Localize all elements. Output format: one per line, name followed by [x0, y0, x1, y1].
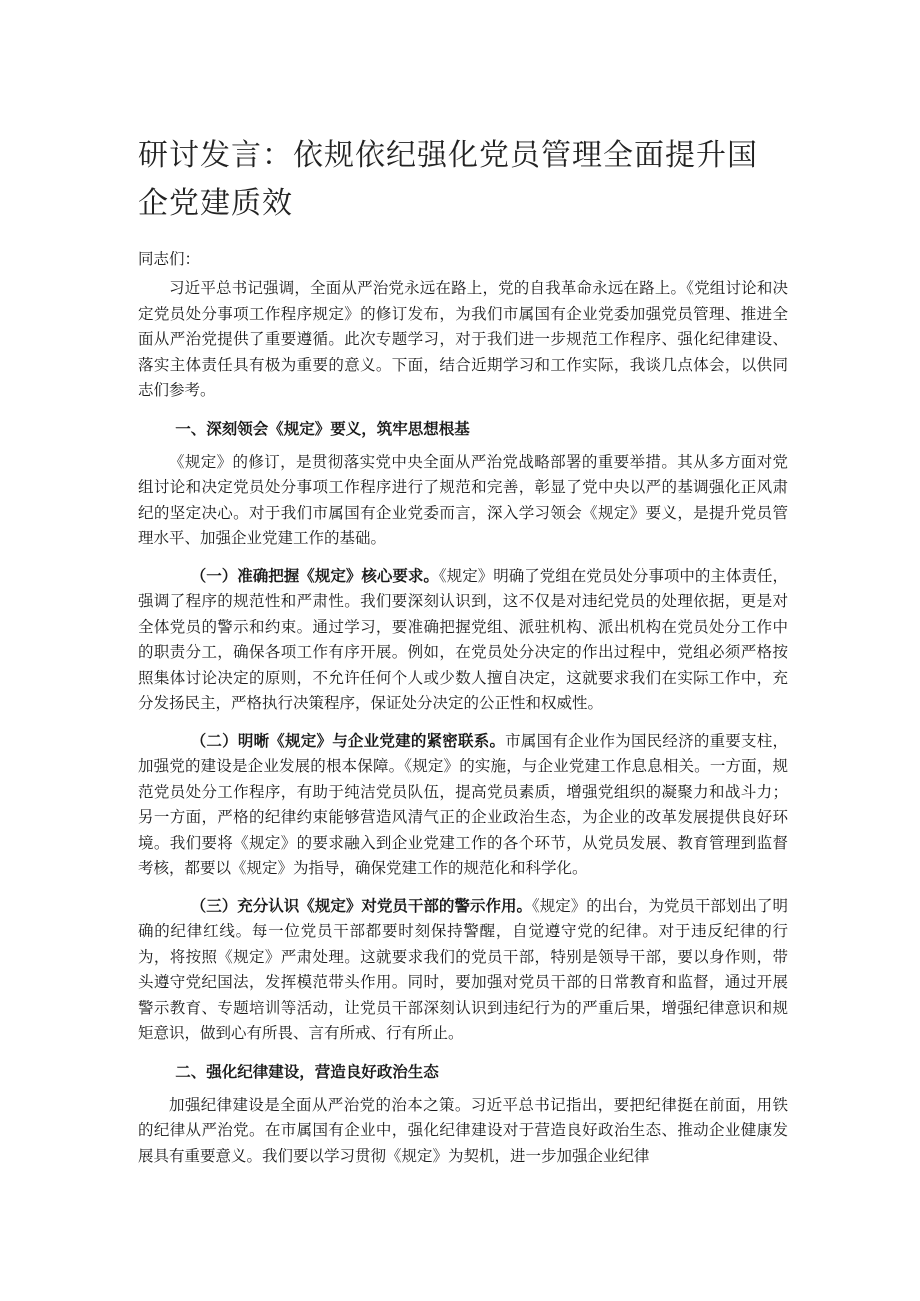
subsection-1-1-heading: （一）准确把握《规定》核心要求。 — [190, 566, 439, 585]
subsection-1-2 — [138, 729, 788, 882]
intro-paragraph: 习近平总书记强调，全面从严治党永远在路上，党的自我革命永远在路上。《党组讨论和决定党员处分事项工作程序规定》的修订发布，为我们市属国有企业党委加强党员管理、推进全面从严治党提供了重要遵循。此次专题学习，对于我们进一步规范工作程序、强化纪律建设、落实主体责任具有极为重要的意义。下面，结合近期学习和工作实际，我谈几点体会，以供同志们参考。 — [138, 279, 788, 399]
salutation: 同志们： — [138, 250, 201, 268]
document-page — [138, 0, 788, 1169]
subsection-1-2-heading: （二）明晰《规定》与企业党建的紧密联系。 — [190, 731, 506, 750]
subsection-1-1 — [138, 564, 788, 717]
section-2-body: 加强纪律建设是全面从严治党的治本之策。习近平总书记指出，要把纪律挺在前面，用铁的纪律从严治党。在市属国有企业中，强化纪律建设对于营造良好政治生态、推动企业健康发展具有重要意义。我们要以学习贯彻《规定》为契机，进一步加强企业纪律 — [138, 1095, 788, 1165]
page-title: 研讨发言：依规依纪强化党员管理全面提升国企党建质效 — [138, 138, 758, 221]
subsection-1-3-body: 《规定》的出台，为党员干部划出了明确的纪律红线。每一位党员干部都要时刻保持警醒，自觉遵守党的纪律。对于违反纪律的行为，将按照《规定》严肃处理。这就要求我们的党员干部，特别是领导干部，要以身作则，带头遵守党纪国法，发挥模范带头作用。同时，要加强对党员干部的日常教育和监督，通过开展警示教育、专题培训等活动，让党员干部深刻认识到违纪行为的严重后果，增强纪律意识和规矩意识，做到心有所畏、言有所戒、行有所止。 — [138, 896, 788, 1042]
subsection-1-2-body: 市属国有企业作为国民经济的重要支柱，加强党的建设是企业发展的根本保障。《规定》的实施，与企业党建工作息息相关。一方面，规范党员处分工作程序，有助于纯洁党员队伍，提高党员素质，增强党组织的凝聚力和战斗力；另一方面，严格的纪律约束能够营造风清气正的企业政治生态，为企业的改革发展提供良好环境。我们要将《规定》的要求融入到企业党建工作的各个环节，从党员发展、教育管理到监督考核，都要以《规定》为指导，确保党建工作的规范化和科学化。 — [138, 731, 788, 877]
section-1-body: 《规定》的修订，是贯彻落实党中央全面从严治党战略部署的重要举措。其从多方面对党组讨论和决定党员处分事项工作程序进行了规范和完善，彰显了党中央以严的基调强化正风肃纪的坚定决心。对于我们市属国有企业党委而言，深入学习领会《规定》要义，是提升党员管理水平、加强企业党建工作的基础。 — [138, 452, 788, 547]
section-1-heading: 一、深刻领会《规定》要义，筑牢思想根基 — [175, 419, 470, 438]
section-2-heading: 二、强化纪律建设，营造良好政治生态 — [175, 1062, 439, 1081]
subsection-1-3 — [138, 894, 788, 1047]
subsection-1-3-heading: （三）充分认识《规定》对党员干部的警示作用。 — [190, 896, 532, 915]
subsection-1-1-body: 《规定》明确了党组在党员处分事项中的主体责任，强调了程序的规范性和严肃性。我们要深刻认识到，这不仅是对违纪党员的处理依据，更是对全体党员的警示和约束。通过学习，要准确把握党组、派驻机构、派出机构在党员处分工作中的职责分工，确保各项工作有序开展。例如，在党员处分决定的作出过程中，党组必须严格按照集体讨论决定的原则，不允许任何个人或少数人擅自决定，这就要求我们在实际工作中，充分发扬民主，严格执行决策程序，保证处分决定的公正性和权威性。 — [138, 566, 788, 712]
